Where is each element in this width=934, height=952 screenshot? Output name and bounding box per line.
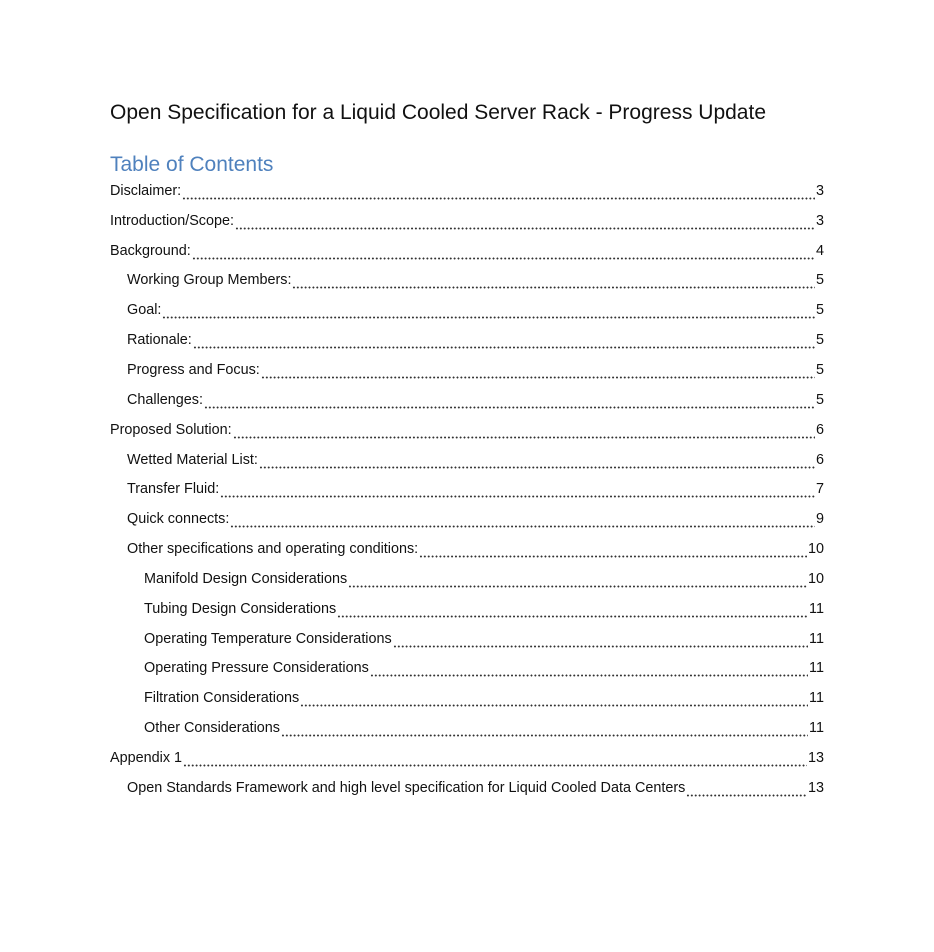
toc-dot-leader xyxy=(292,275,815,289)
toc-entry[interactable] xyxy=(110,713,824,743)
toc-entry[interactable] xyxy=(110,743,824,773)
table-of-contents xyxy=(110,176,824,803)
toc-entry-page-number: 11 xyxy=(809,690,824,707)
toc-entry-label: Working Group Members: xyxy=(127,272,292,289)
toc-entry-page-number: 6 xyxy=(815,421,824,438)
toc-dot-leader xyxy=(259,455,815,469)
toc-entry[interactable] xyxy=(110,534,824,564)
toc-entry-label: Other specifications and operating conditions: xyxy=(127,541,419,558)
toc-entry-label: Filtration Considerations xyxy=(144,690,300,707)
toc-entry-label: Disclaimer: xyxy=(110,182,182,199)
toc-entry-label: Wetted Material List: xyxy=(127,451,258,468)
toc-dot-leader xyxy=(193,335,815,349)
toc-entry-page-number: 10 xyxy=(807,541,824,558)
toc-entry-page-number: 7 xyxy=(815,481,824,498)
toc-dot-leader xyxy=(183,753,807,767)
document-title: Open Specification for a Liquid Cooled Server Rack - Progress Update xyxy=(110,101,767,124)
toc-entry[interactable] xyxy=(110,773,824,803)
toc-dot-leader xyxy=(182,186,815,200)
toc-entry-page-number: 11 xyxy=(809,600,824,617)
toc-dot-leader xyxy=(419,544,807,558)
toc-entry-label: Operating Pressure Considerations xyxy=(144,660,369,677)
toc-entry-page-number: 13 xyxy=(807,749,824,766)
toc-entry[interactable] xyxy=(110,236,824,266)
toc-entry-label: Open Standards Framework and high level specification for Liquid Cooled Data Centers xyxy=(127,779,686,796)
toc-dot-leader xyxy=(300,693,808,707)
toc-entry-label: Background: xyxy=(110,242,191,259)
toc-entry[interactable] xyxy=(110,355,824,385)
toc-dot-leader xyxy=(192,246,815,260)
toc-entry-label: Rationale: xyxy=(127,332,192,349)
toc-dot-leader xyxy=(204,395,815,409)
toc-entry[interactable] xyxy=(110,683,824,713)
toc-entry-page-number: 3 xyxy=(815,182,824,199)
toc-entry-page-number: 5 xyxy=(815,391,824,408)
toc-entry-page-number: 11 xyxy=(809,720,824,737)
toc-entry[interactable] xyxy=(110,654,824,684)
toc-dot-leader xyxy=(393,634,808,648)
toc-entry[interactable] xyxy=(110,266,824,296)
toc-entry-label: Tubing Design Considerations xyxy=(144,600,337,617)
toc-entry-label: Other Considerations xyxy=(144,720,280,737)
toc-dot-leader xyxy=(261,365,815,379)
toc-entry[interactable] xyxy=(110,624,824,654)
toc-dot-leader xyxy=(370,663,808,677)
toc-entry-page-number: 6 xyxy=(815,451,824,468)
toc-entry[interactable] xyxy=(110,504,824,534)
toc-entry[interactable] xyxy=(110,295,824,325)
toc-entry[interactable] xyxy=(110,206,824,236)
toc-entry[interactable] xyxy=(110,176,824,206)
toc-entry-page-number: 5 xyxy=(815,361,824,378)
toc-entry[interactable] xyxy=(110,445,824,475)
toc-entry-label: Manifold Design Considerations xyxy=(144,570,348,587)
toc-entry-label: Goal: xyxy=(127,302,162,319)
toc-entry[interactable] xyxy=(110,325,824,355)
toc-entry-page-number: 5 xyxy=(815,302,824,319)
toc-dot-leader xyxy=(235,216,815,230)
toc-dot-leader xyxy=(281,723,808,737)
toc-entry[interactable] xyxy=(110,564,824,594)
toc-dot-leader xyxy=(337,604,808,618)
toc-dot-leader xyxy=(233,425,815,439)
toc-entry[interactable] xyxy=(110,594,824,624)
toc-entry-page-number: 5 xyxy=(815,272,824,289)
toc-entry[interactable] xyxy=(110,474,824,504)
toc-dot-leader xyxy=(230,514,815,528)
toc-entry-label: Challenges: xyxy=(127,391,204,408)
toc-entry-page-number: 11 xyxy=(809,660,824,677)
toc-entry[interactable] xyxy=(110,385,824,415)
toc-entry-page-number: 4 xyxy=(815,242,824,259)
toc-entry[interactable] xyxy=(110,415,824,445)
toc-entry-label: Transfer Fluid: xyxy=(127,481,220,498)
toc-dot-leader xyxy=(220,484,815,498)
toc-entry-label: Proposed Solution: xyxy=(110,421,232,438)
toc-entry-label: Introduction/Scope: xyxy=(110,212,234,229)
toc-entry-page-number: 5 xyxy=(815,332,824,349)
toc-dot-leader xyxy=(348,574,807,588)
toc-entry-page-number: 3 xyxy=(815,212,824,229)
toc-entry-label: Quick connects: xyxy=(127,511,230,528)
toc-entry-page-number: 9 xyxy=(815,511,824,528)
toc-entry-label: Progress and Focus: xyxy=(127,361,260,378)
toc-entry-page-number: 11 xyxy=(809,630,824,647)
toc-heading: Table of Contents xyxy=(110,153,274,176)
toc-entry-page-number: 13 xyxy=(807,779,824,796)
toc-entry-page-number: 10 xyxy=(807,570,824,587)
toc-entry-label: Operating Temperature Considerations xyxy=(144,630,392,647)
toc-dot-leader xyxy=(686,783,807,797)
toc-dot-leader xyxy=(162,305,815,319)
toc-entry-label: Appendix 1 xyxy=(110,749,183,766)
